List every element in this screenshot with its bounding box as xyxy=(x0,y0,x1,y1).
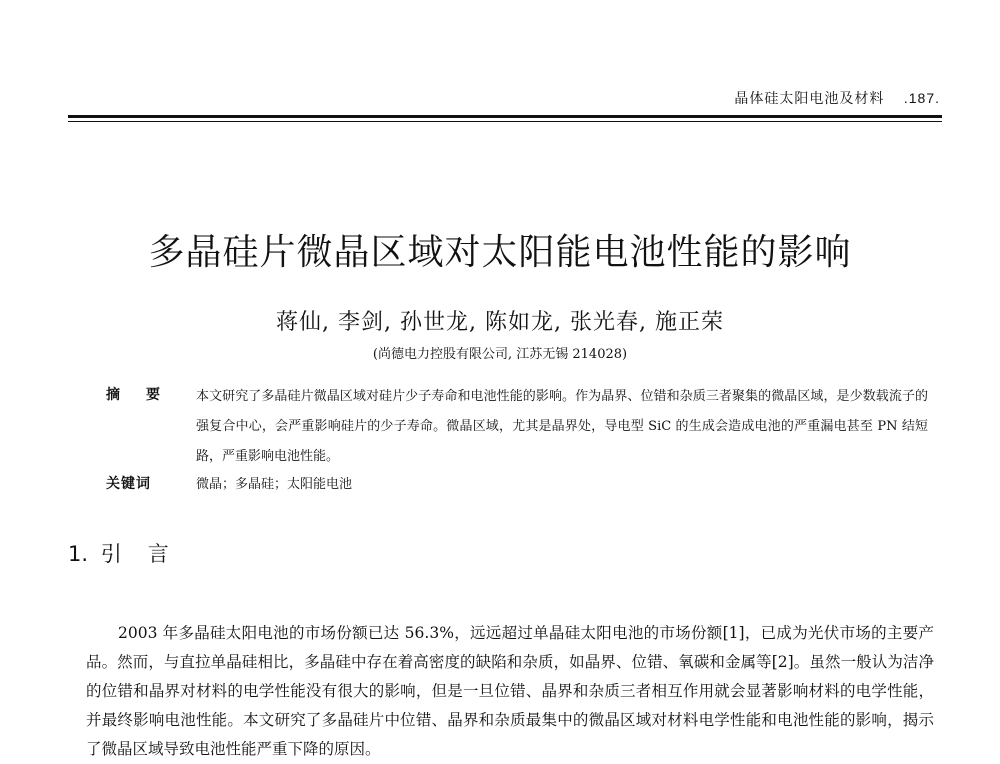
section-title: 引言 xyxy=(100,542,195,566)
header-rule-thin xyxy=(68,121,942,122)
keywords-text: 微晶；多晶硅；太阳能电池 xyxy=(196,477,353,492)
page-number: .187. xyxy=(903,90,940,106)
section-heading-introduction xyxy=(68,538,195,568)
abstract-text: 本文研究了多晶硅片微晶区域对硅片少子寿命和电池性能的影响。作为晶界、位错和杂质三者聚集的微晶区域，是少数载流子的强复合中心，会严重影响硅片的少子寿命。微晶区域，尤其是晶界处，导电型 SiC 的生成会造成电池的严重漏电甚至 PN 结短路，严重影响电池性能。 xyxy=(196,389,928,464)
header-rule-thick xyxy=(68,115,942,118)
keywords-label: 关键词 xyxy=(106,476,151,492)
paper-title: 多晶硅片微晶区域对太阳能电池性能的影响 xyxy=(148,232,852,274)
introduction-paragraph: 2003 年多晶硅太阳电池的市场份额已达 56.3%，远远超过单晶硅太阳电池的市场份额[1]，已成为光伏市场的主要产品。然而，与直拉单晶硅相比，多晶硅中存在着高密度的缺陷和杂质，如晶界、位错、氧碳和金属等[2]。虽然一般认为洁净的位错和晶界对材料的电学性能没有很大的影响，但是一旦位错、晶界和杂质三者相互作用就会显著影响材料的电学性能，并最终影响电池性能。本文研究了多晶硅片中位错、晶界和杂质最集中的微晶区域对材料电学性能和电池性能的影响，揭示了微晶区域导致电池性能严重下降的原因。 xyxy=(86,623,934,758)
running-header xyxy=(640,88,940,108)
section-number: 1. xyxy=(68,542,89,566)
abstract-label: 摘要 xyxy=(106,387,186,403)
journal-section-label: 晶体硅太阳电池及材料 xyxy=(734,91,885,107)
author-affiliation: (尚德电力控股有限公司, 江苏无锡 214028) xyxy=(372,347,628,362)
author-list: 蒋仙, 李剑, 孙世龙, 陈如龙, 张光春, 施正荣 xyxy=(276,310,724,335)
